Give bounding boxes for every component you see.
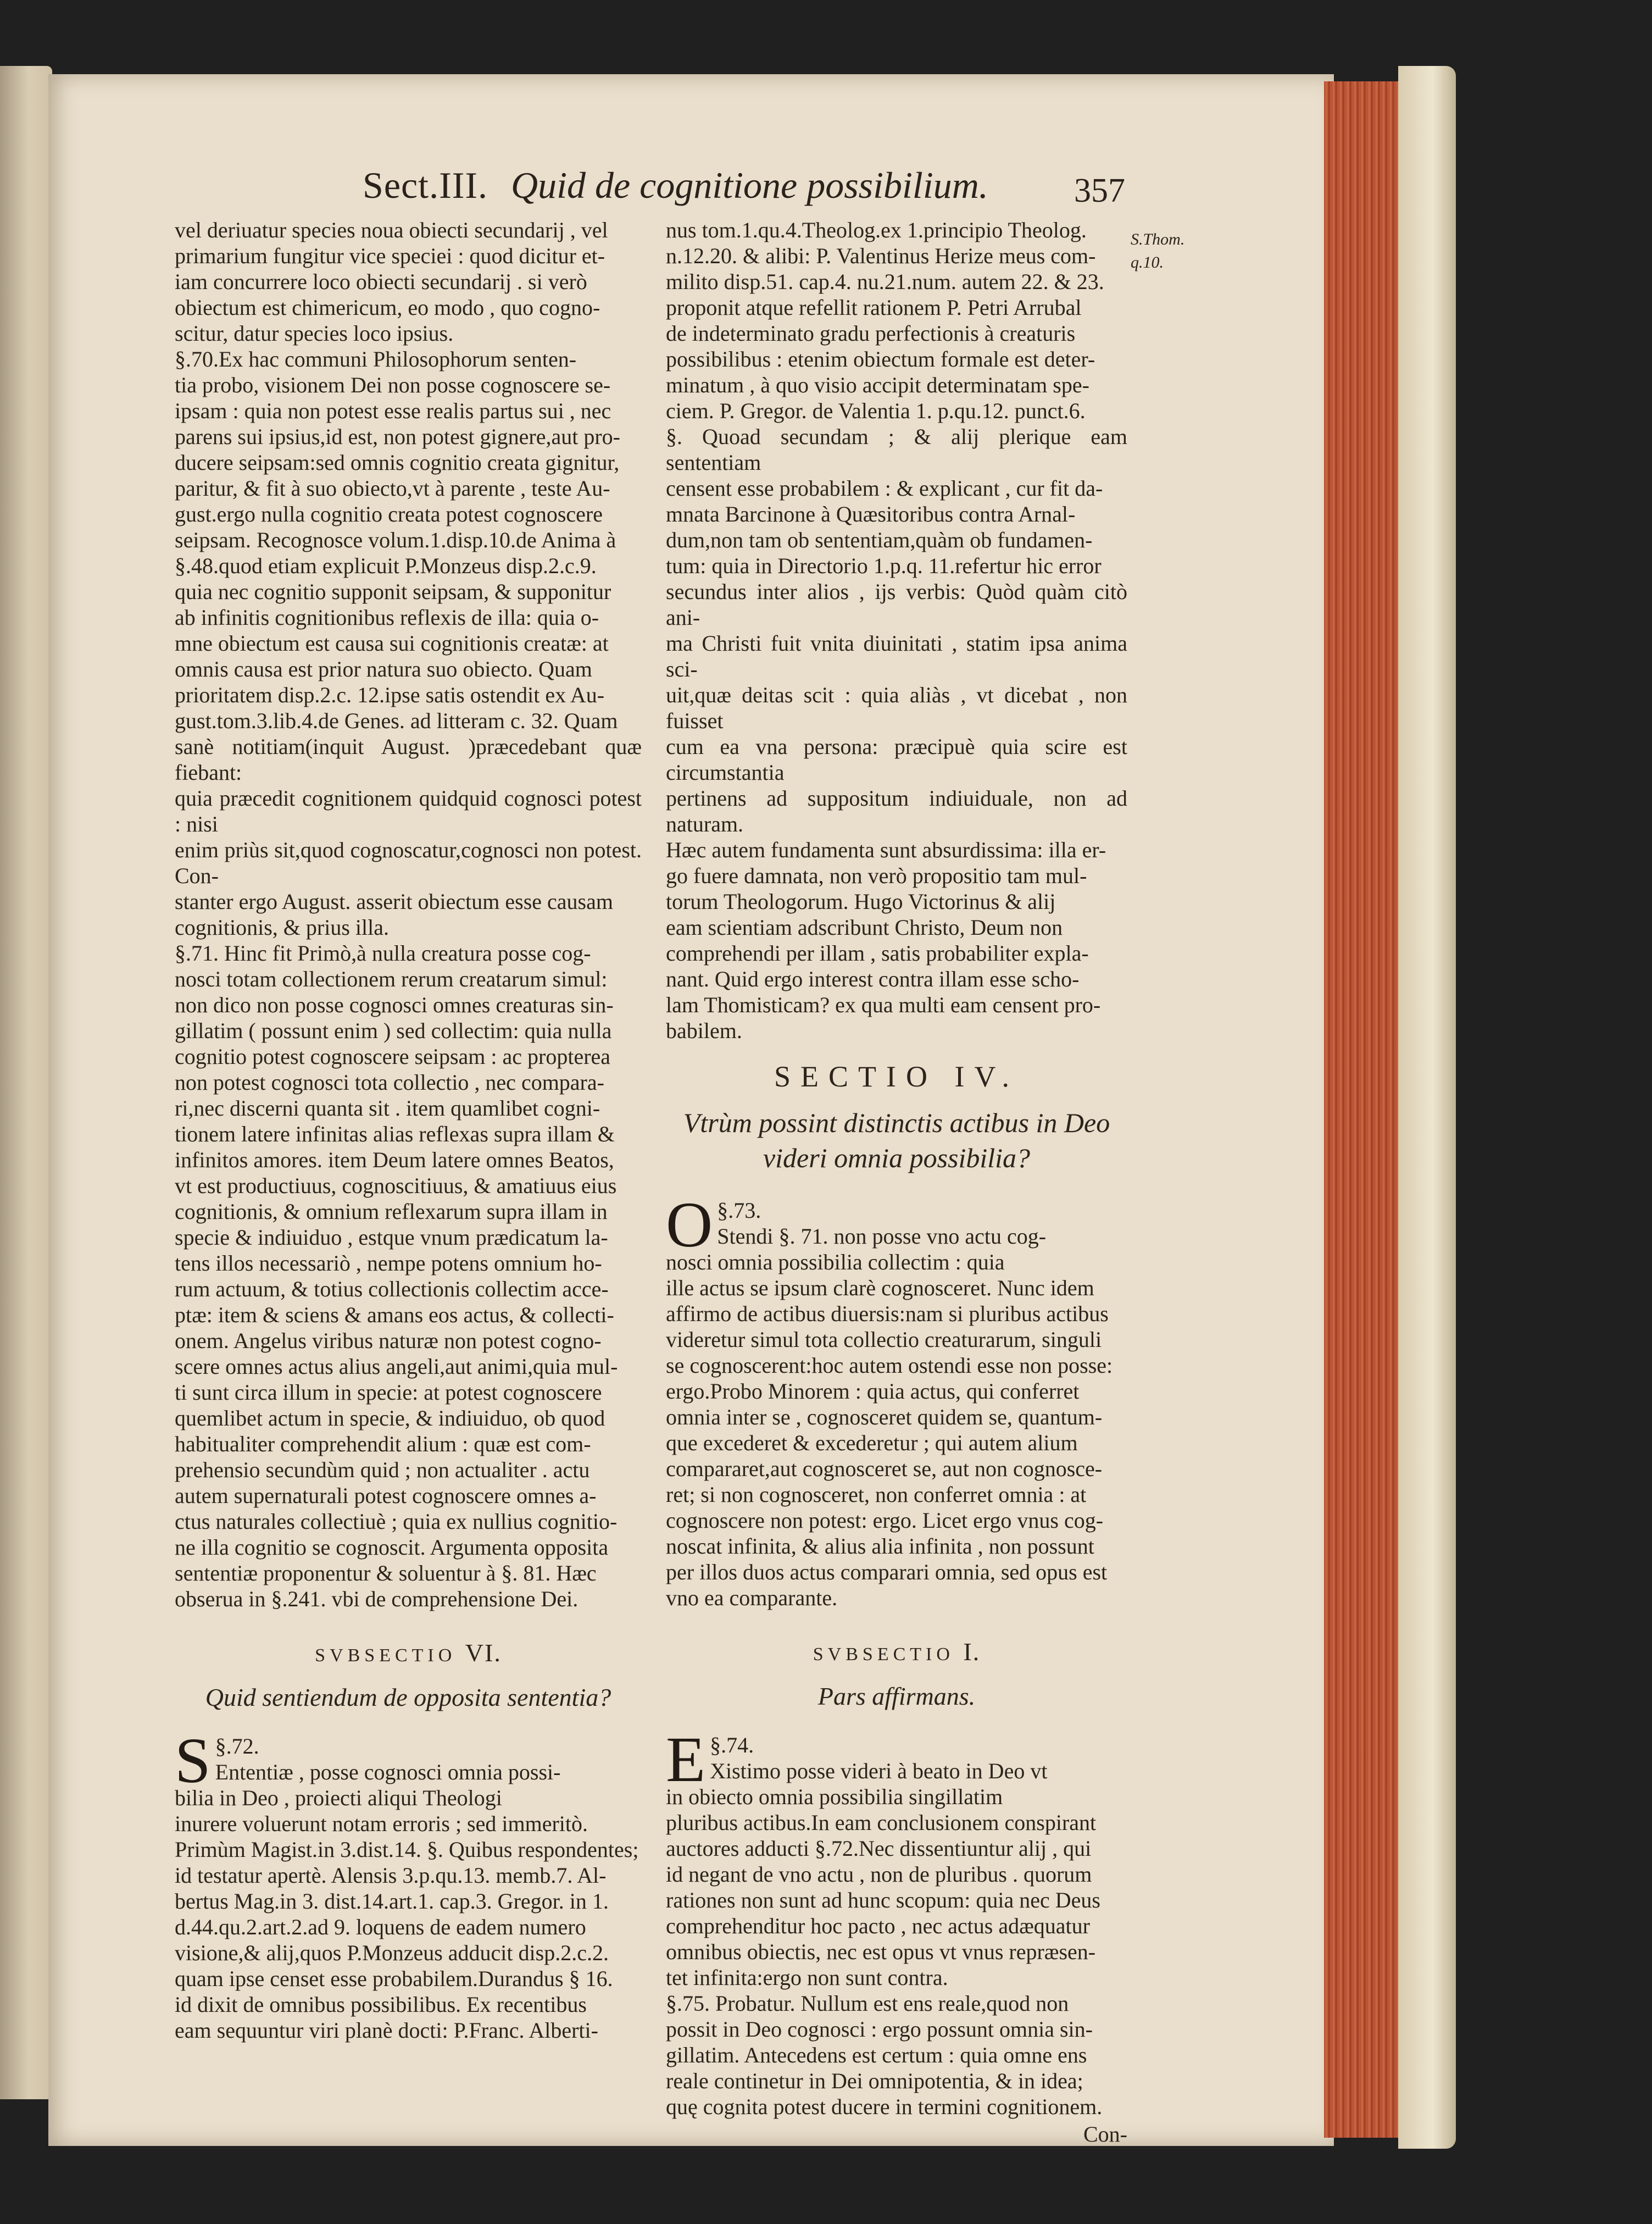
text-line: que excederet & excederetur ; qui autem alium [666,1430,1078,1455]
text-line: scitur, datur species loco ipsius. [175,321,454,346]
text-line: stanter ergo August. asserit obiectum esse causam [175,889,613,914]
text-line: quę cognita potest ducere in termini cognitionem. [666,2094,1103,2119]
margin-note-line: q.10. [1131,253,1164,271]
text-line: ergo.Probo Minorem : quia actus, qui conferret [666,1379,1080,1404]
text-line: ipsam : quia non potest esse realis partus sui , nec [175,398,611,423]
text-line: uit,quæ deitas scit : quia aliàs , vt dicebat , non fuisset [666,683,1127,733]
catchword: Con- [1083,2122,1127,2147]
margin-note [1131,228,1202,274]
text-line: enim priùs sit,quod cognoscatur,cognosci non potest. Con- [175,838,642,888]
text-line: nosci omnia possibilia collectim : quia [666,1250,1005,1274]
text-line: eam sequuntur viri planè docti: P.Franc. Alberti- [175,2018,598,2043]
text-line: parens sui ipsius,id est, non potest gignere,aut pro- [175,424,620,449]
text-line: proponit atque refellit rationem P. Petri Arrubal [666,295,1082,320]
text-line: censent esse probabilem : & explicant , cur fit da- [666,476,1103,501]
text-line: comprehenditur hoc pacto , nec actus adæquatur [666,1914,1090,1938]
text-line: seipsam. Recognosce volum.1.disp.10.de Anima à [175,528,616,552]
text-line: cognitionis, & prius illa. [175,915,389,940]
text-line: rationes non sunt ad hunc scopum: quia nec Deus [666,1888,1100,1912]
text-line: ducere seipsam:sed omnis cognitio creata gignitur, [175,450,620,475]
text-line: omnis causa est prior natura suo obiecto. Quam [175,657,592,681]
text-line: ptæ: item & sciens & amans eos actus, & collecti- [175,1302,614,1327]
text-line: possit in Deo cognosci : ergo possunt omnia sin- [666,2017,1093,2042]
text-line: onem. Angelus viribus naturæ non potest cogno- [175,1328,602,1353]
drop-cap-letter: E [666,1723,706,1795]
text-line: paritur, & fit à suo obiecto,vt à parente , teste Au- [175,476,610,501]
text-line: n.12.20. & alibi: P. Valentinus Herize meus com- [666,243,1096,268]
text-line: rum actuum, & totius collectionis collectim acce- [175,1277,609,1301]
red-page-edges [1324,81,1398,2138]
text-line: eam scientiam adscribunt Christo, Deum non [666,915,1063,940]
text-line: ctus naturales collectiuè ; quia ex nullius cognitio- [175,1509,618,1534]
text-line: Primùm Magist.in 3.dist.14. §. Quibus respondentes; [175,1837,639,1862]
text-line: milito disp.51. cap.4. nu.21.num. autem 22. & 23. [666,269,1104,294]
text-line: specie & indiuiduo , estque vnum prædicatum la- [175,1225,608,1250]
text-line: quia præcedit cognitionem quidquid cognosci potest : nisi [175,786,642,836]
text-line: infinitos amores. item Deum latere omnes Beatos, [175,1147,614,1172]
text-line: tionem latere infinitas alias reflexas supra illam & [175,1122,615,1146]
text-line: quia nec cognitio supponit seipsam, & supponitur [175,579,611,604]
right-column [666,217,1127,2147]
subsection-label: SVBSECTIO [315,1645,457,1666]
text-line: obserua in §.241. vbi de comprehensione Dei. [175,1587,579,1611]
text-line: ab infinitis cognitionibus reflexis de illa: quia o- [175,605,599,630]
text-line: §.48.quod etiam explicuit P.Monzeus disp.2.c.9. [175,553,597,578]
text-line: ille actus se ipsum clarè cognosceret. Nunc idem [666,1275,1094,1300]
text-line: quam ipse censet esse probabilem.Durandus § 16. [175,1966,613,1991]
text-line: comprehendi per illam , satis probabiliter expla- [666,941,1089,966]
text-line: sanè notitiam(inquit August. )præcedebant quæ fiebant: [175,734,642,785]
margin-note-line: S.Thom. [1131,230,1185,248]
text-line: d.44.qu.2.art.2.ad 9. loquens de eadem numero [175,1915,586,1939]
section-title [666,1105,1127,1175]
text-line: affirmo de actibus diuersis:nam si pluribus actibus [666,1301,1109,1326]
text-line: Ententiæ , posse cognosci omnia possi- [215,1760,561,1784]
text-line: ma Christi fuit vnita diuinitati , statim ipsa anima sci- [666,631,1127,681]
text-line: bertus Mag.in 3. dist.14.art.1. cap.3. Gregor. in 1. [175,1889,609,1914]
text-line: minatum , à quo visio accipit determinatam spe- [666,373,1089,397]
text-line: id negant de vno actu , non de pluribus . quorum [666,1862,1092,1887]
text-line: gust.ergo nulla cognitio creata potest cognoscere [175,502,603,526]
text-line: ciem. P. Gregor. de Valentia 1. p.qu.12. punct.6. [666,398,1086,423]
left-column [175,217,642,2043]
paragraph-73 [666,1189,1127,1611]
text-line: visione,& alij,quos P.Monzeus adducit disp.2.c.2. [175,1940,609,1965]
text-line: go fuere damnata, non verò propositio tam mul- [666,863,1087,888]
text-line: cognoscere non potest: ergo. Licet ergo vnus cog- [666,1508,1104,1533]
text-line: id testatur apertè. Alensis 3.p.qu.13. memb.7. Al- [175,1863,607,1888]
section-title-line: videri omnia possibilia? [763,1142,1031,1173]
text-line: tet infinita:ergo non sunt contra. [666,1965,948,1990]
text-line: inurere voluerunt notam erroris ; sed immeritò. [175,1811,588,1836]
text-line: noscat infinita, & alius alia infinita , non possunt [666,1534,1094,1559]
text-line: quemlibet actum in specie, & indiuiduo, ob quod [175,1406,605,1430]
text-line: mne obiectum est causa sui cognitionis creatæ: at [175,631,609,656]
facing-page-edge [0,66,52,2099]
text-line: §.75. Probatur. Nullum est ens reale,quod non [666,1991,1069,2016]
text-line: §.70.Ex hac communi Philosophorum senten- [175,347,577,371]
section-title-line: Vtrùm possint distinctis actibus in Deo [683,1107,1110,1138]
book-cover-edge [1398,66,1456,2149]
text-line: obiectum est chimericum, eo modo , quo cogno- [175,295,600,320]
text-line: id dixit de omnibus possibilibus. Ex recentibus [175,1992,587,2017]
paragraph-mark: §.73. [717,1198,761,1223]
text-line: non dico non posse cognosci omnes creaturas sin- [175,992,614,1017]
text-line: ri,nec discerni quanta sit . item quamlibet cogni- [175,1096,600,1121]
text-line: nus tom.1.qu.4.Theolog.ex 1.principio Theolog. [666,218,1087,242]
subsection-label: SVBSECTIO [813,1644,954,1665]
paragraph-mark: §.72. [215,1734,259,1759]
text-line: ne illa cognitio se cognoscit. Argumenta opposita [175,1535,609,1560]
text-line: torum Theologorum. Hugo Victorinus & alij [666,889,1056,914]
text-line: nant. Quid ergo interest contra illam esse scho- [666,967,1080,991]
text-line: tia probo, visionem Dei non posse cognoscere se- [175,373,611,397]
paragraph-continuation [175,217,642,346]
running-head [363,159,1132,214]
text-line: compararet,aut cognosceret se, aut non cognosce- [666,1456,1103,1481]
text-line: Hæc autem fundamenta sunt absurdissima: illa er- [666,838,1106,862]
text-line: Xistimo posse videri à beato in Deo vt [710,1759,1048,1783]
text-line: vel deriuatur species noua obiecti secundarij , vel [175,218,608,242]
text-line: primarium fungitur vice speciei : quod dicitur et- [175,243,605,268]
text-line: se cognoscerent:hoc autem ostendi esse non posse: [666,1353,1113,1378]
paragraph-73-lines [666,1223,1127,1611]
text-line: cum ea vna persona: præcipuè quia scire est circumstantia [666,734,1127,785]
text-line: mnata Barcinone à Quæsitoribus contra Arnal- [666,502,1076,526]
text-line: non potest cognosci tota collectio , nec compara- [175,1070,604,1095]
subsection-number: VI. [465,1639,502,1667]
text-line: possibilibus : etenim obiectum formale est deter- [666,347,1095,371]
text-line: iam concurrere loco obiecti secundarij . si verò [175,269,587,294]
running-head-title: Quid de cognitione possibilium. [511,164,988,206]
text-line: pertinens ad suppositum indiuiduale, non ad naturam. [666,786,1127,836]
text-line: pluribus actibus.In eam conclusionem conspirant [666,1810,1097,1835]
text-line: reale continetur in Dei omnipotentia, & in idea; [666,2068,1083,2093]
subsection-title: Pars affirmans. [817,1682,976,1710]
text-line: gillatim. Antecedens est certum : quia omne ens [666,2043,1087,2067]
text-line: omnia inter se , cognosceret quidem se, quantum- [666,1405,1103,1429]
paragraph-74-lines [666,1758,1127,1990]
text-line: auctores adducti §.72.Nec dissentiuntur alij , qui [666,1836,1092,1861]
text-line: videretur simul tota collectio creaturarum, singuli [666,1327,1102,1352]
text-line: gillatim ( possunt enim ) sed collectim: quia nulla [175,1018,612,1043]
subsection-number: I. [963,1638,981,1666]
text-line: bilia in Deo , proiecti aliqui Theologi [175,1785,502,1810]
paragraph-70 [175,346,642,940]
paragraph-continuation-right [666,217,1127,1044]
text-line: tens illos necessariò , nempe potens omnium ho- [175,1251,602,1275]
drop-cap-letter: O [666,1189,713,1261]
text-line: §.71. Hinc fit Primò,à nulla creatura posse cog- [175,941,591,966]
paragraph-72-lines [175,1759,642,2043]
text-line: per illos duos actus comparari omnia, sed opus est [666,1560,1108,1584]
text-line: autem supernaturali potest cognoscere omnes a- [175,1483,597,1508]
text-line: prioritatem disp.2.c. 12.ipse satis ostendit ex Au- [175,683,605,707]
text-line: ret; si non cognosceret, non conferret omnia : at [666,1482,1087,1507]
text-line: babilem. [666,1018,742,1043]
text-line: tum: quia in Directorio 1.p.q. 11.refertur hic error [666,553,1102,578]
subsection-heading [666,1638,1127,1668]
text-line: Stendi §. 71. non posse vno actu cog- [717,1224,1047,1249]
text-line: de indeterminato gradu perfectionis à creaturis [666,321,1076,346]
subsection-title: Quid sentiendum de opposita sententia? [205,1683,611,1711]
section-heading: SECTIO IV. [774,1060,1020,1093]
paragraph-mark: §.74. [710,1733,754,1757]
text-line: scere omnes actus alius angeli,aut animi,quia mul- [175,1354,618,1379]
paragraph-71 [175,940,642,1612]
text-line: habitualiter comprehendit alium : quæ est com- [175,1432,591,1456]
text-line: sententiæ proponentur & soluentur à §. 81. Hæc [175,1561,597,1585]
text-line: cognitionis, & omnium reflexarum supra illam in [175,1199,608,1224]
subsection-heading [175,1639,642,1670]
text-line: vno ea comparante. [666,1585,838,1610]
page-number: 357 [1074,172,1125,209]
text-line: in obiecto omnia possibilia singillatim [666,1784,1003,1809]
text-line: secundus inter alios , ijs verbis: Quòd quàm citò ani- [666,579,1127,630]
paragraph-72 [175,1724,642,2043]
drop-cap-letter: S [175,1724,211,1796]
text-line: §. Quoad secundam ; & alij plerique eam sententiam [666,424,1127,475]
text-line: lam Thomisticam? ex qua multi eam censent pro- [666,992,1101,1017]
running-head-section: Sect.III. [363,164,488,206]
text-line: vt est productiuus, cognoscitiuus, & amatiuus eius [175,1173,617,1198]
paragraph-75 [666,1990,1127,2120]
text-line: gust.tom.3.lib.4.de Genes. ad litteram c. 32. Quam [175,708,618,733]
text-line: dum,non tam ob sententiam,quàm ob fundamen- [666,528,1093,552]
text-line: nosci totam collectionem rerum creatarum simul: [175,967,608,991]
paragraph-74 [666,1723,1127,1990]
text-line: cognitio potest cognoscere seipsam : ac propterea [175,1044,611,1069]
text-line: ti sunt circa illum in specie: at potest cognoscere [175,1380,602,1405]
text-line: omnibus obiectis, nec est opus vt vnus repræsen- [666,1939,1096,1964]
text-line: prehensio secundùm quid ; non actualiter . actu [175,1457,590,1482]
